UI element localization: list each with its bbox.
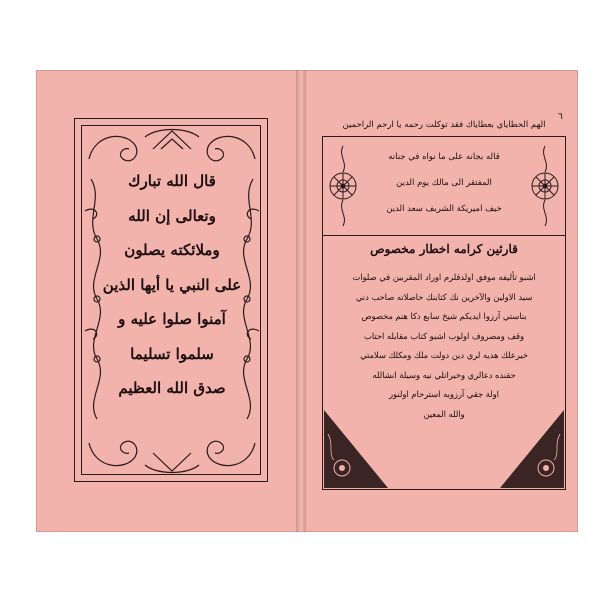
rosette-ornament-right — [528, 142, 562, 230]
paragraph-line: بناستي آرزوا ايديكم شيخ سابع دكا هنم مخصوص — [361, 311, 527, 321]
calligraphy-line: قال الله تبارك — [128, 172, 216, 190]
paragraph-line: اولة جقي آرزويه استرحام اولنور — [389, 389, 499, 399]
corner-ornament-left — [324, 410, 388, 488]
calligraphy-line: آمنوا صلوا عليه و — [118, 310, 226, 328]
calligraphy-block — [94, 174, 250, 396]
paragraph-line: وقف ومصروف اولوب اشبو كتاب مقابله احتاب — [364, 330, 524, 341]
calligraphy-line: وتعالى إن الله — [128, 206, 216, 225]
paragraph-line: والله المعين — [423, 408, 465, 419]
calligraphy-line: سلموا تسليما — [130, 344, 214, 363]
paragraph-line: خيرعلك هديه لري دين دولت ملك ومكلك سلامتي — [360, 350, 528, 360]
left-page — [36, 70, 296, 532]
header-line: خيف اميريكة الشريف سعد الدين — [386, 204, 502, 214]
corner-ornament-right — [500, 410, 564, 488]
page-headline: الهم الحطاياي بعطاياك فقد توكلت رحمه يا ارحم الراحمين — [342, 120, 546, 130]
header-box — [322, 136, 566, 236]
rosette-ornament-left — [326, 142, 360, 230]
book-gutter — [296, 70, 306, 532]
page-number: ٦ — [558, 112, 563, 122]
calligraphy-line: وملائكته يصلون — [124, 241, 220, 259]
calligraphy-line: على النبي يا أيها الذين — [102, 275, 242, 294]
notice-paragraph — [332, 268, 556, 424]
right-page — [306, 70, 578, 532]
paragraph-line: سيد الاولين والآخرين نك كتابنك حاصلاته صاحب دني — [355, 291, 533, 302]
header-line: المفتقر الى مالك يوم الدين — [396, 178, 492, 188]
header-line: قاله بجانه على ما نواه في جنانه — [388, 152, 500, 162]
calligraphy-line: صدق الله العظيم — [118, 379, 226, 397]
paragraph-line: اشبو تأليفه موفق اولدقلرم اوراد المقربين في صلوات — [352, 272, 536, 282]
section-banner: قارئين كرامه اخطار مخصوص — [370, 242, 518, 256]
paragraph-line: حقنده دعالري وخيراتلي نيه وسيلة انشالله — [372, 369, 516, 380]
